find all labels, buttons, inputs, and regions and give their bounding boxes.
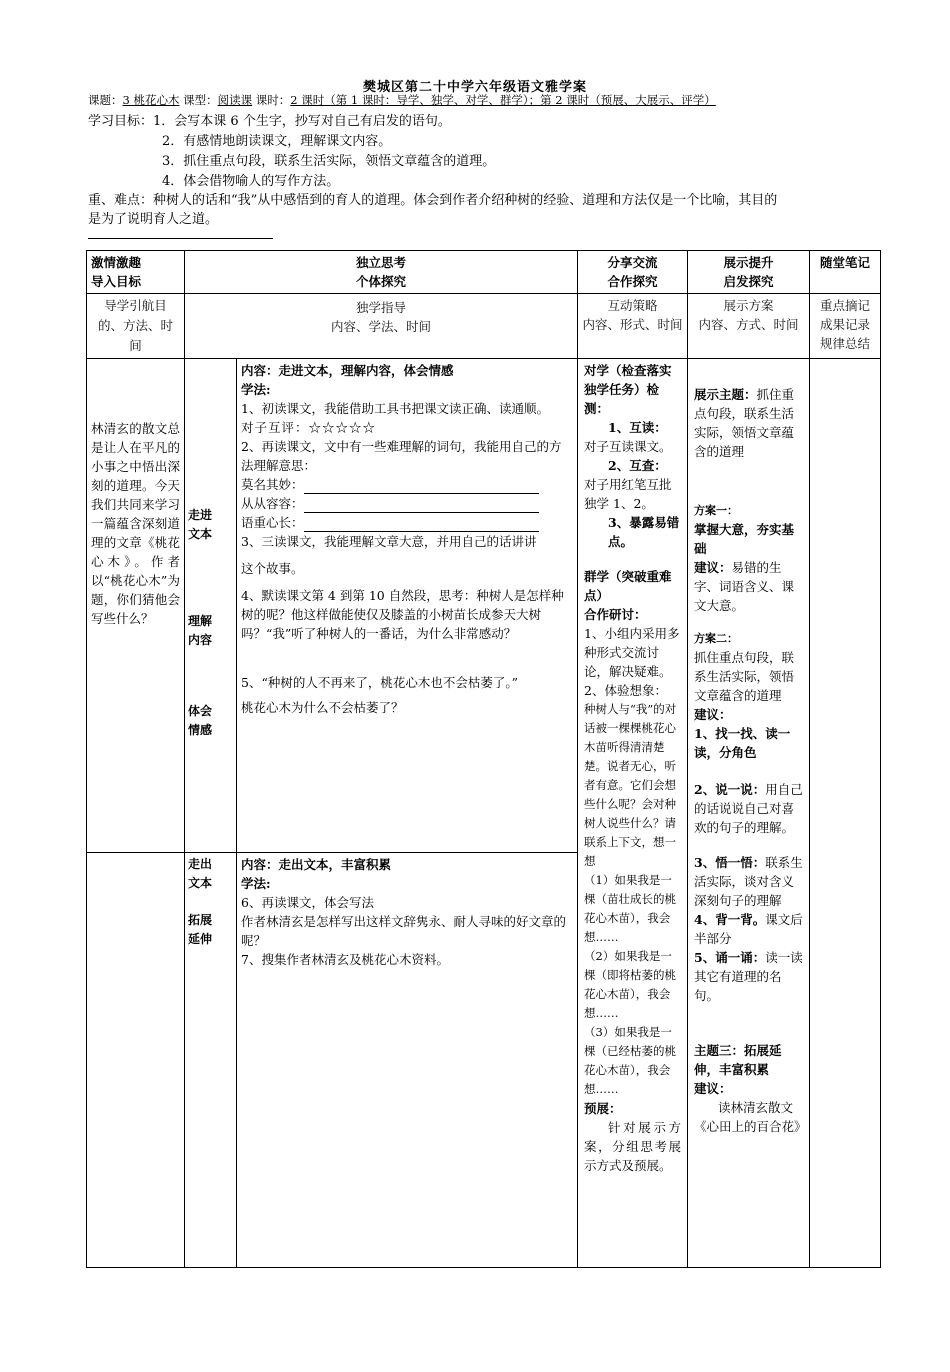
group-item: 1、小组内采用多种形式交流讨论，解决疑难。 <box>584 626 680 679</box>
period-value: 2 课时（第 1 课时：导学、独学、对学、群学）；第 2 课时（预展、大展示、评学） <box>290 93 716 107</box>
pair-title: 对学（检查落实独学任务）检测： <box>584 363 672 416</box>
step-5-cont: 桃花心木为什么不会枯萎了？ <box>241 700 404 715</box>
goal-item: 3．抓住重点句段，联系生活实际，领悟文章蕴含的道理。 <box>162 154 496 169</box>
subheader-col4: 展示方案 内容、方式、时间 <box>688 294 810 359</box>
plan1-sugg: 建议：易错的生字、词语含义、课文大意。 <box>694 560 795 613</box>
subheader-col2: 独学指导 内容、学法、时间 <box>185 294 578 359</box>
theme-block <box>694 385 803 461</box>
word-row: 语重心长： <box>241 513 573 532</box>
subheader-row <box>87 294 881 359</box>
blank-line <box>304 499 539 513</box>
method-label: 学法: <box>241 382 271 397</box>
group-item: 2、体验想象： <box>584 683 667 698</box>
step-7: 7、搜集作者林清玄及桃花心木资料。 <box>241 952 449 967</box>
word-row: 莫名其妙： <box>241 475 573 494</box>
pair-errors-label: 3、暴露易错点。 <box>608 515 680 549</box>
blank-line <box>304 518 539 532</box>
theme3-text: 读林清玄散文《心田上的百合花》 <box>694 1100 807 1134</box>
page-title: 樊城区第二十中学六年级语文雅学案 <box>362 80 587 95</box>
plan2-label: 方案二： <box>694 632 739 645</box>
col4-showcase <box>688 359 810 1268</box>
goal-item: 1．会写本课 6 个生字，抄写对自己有启发的语句。 <box>153 114 451 129</box>
label-understand: 理解内容 <box>188 614 213 647</box>
col3-cooperate <box>578 359 688 1268</box>
goals-line-1 <box>88 110 451 129</box>
step-5: 5、“种树的人不再来了，桃花心木也不会枯萎了。” <box>241 675 518 690</box>
label-enter-text: 走进文本 <box>188 508 213 541</box>
method-label: 学法: <box>241 876 271 891</box>
divider <box>88 238 273 239</box>
group-sub: 合作研讨： <box>584 607 647 622</box>
suggestion-item: 1、找一找、读一读，分角色 <box>694 726 791 760</box>
step-3: 3、三读课文，我能理解文章大意，并用自己的话讲讲 <box>241 534 537 549</box>
section1-content <box>237 359 578 853</box>
imagine-item: （3）如果我是一棵（已经枯萎的桃花心木苗），我会想…… <box>584 1025 677 1096</box>
theme-label: 展示主题： <box>694 387 757 402</box>
self-eval: 对子互评：☆☆☆☆☆ <box>241 420 377 435</box>
goal-item: 4．体会借物喻人的写作方法。 <box>162 174 340 189</box>
section1-labels <box>185 359 237 853</box>
step-2: 2、再读课文，文中有一些难理解的词句，我能用自己的方法理解意思： <box>241 439 562 473</box>
step-3-cont: 这个故事。 <box>241 561 304 576</box>
pair-read-text: 对子互读课文。 <box>584 439 672 454</box>
header-col2: 独立思考 个体探究 <box>185 251 578 294</box>
topic-value: 3 桃花心木 <box>122 93 180 107</box>
step-6-cont: 作者林清玄是怎样写出这样文辞隽永、耐人寻味的好文章的呢？ <box>241 914 567 948</box>
section2-title: 内容：走出文本，丰富积累 <box>241 857 392 872</box>
step-6: 6、再读课文，体会写法 <box>241 895 374 910</box>
step-1: 1、初读课文，我能借助工具书把课文读正确、读通顺。 <box>241 401 549 416</box>
suggestion-item: 3、悟一悟：联系生活实际，谈对含义深刻句子的理解 <box>694 855 803 908</box>
plan1-title: 掌握大意，夯实基础 <box>694 522 795 556</box>
goals-label: 学习目标： <box>88 114 154 129</box>
header-col4: 展示提升 启发探究 <box>688 251 810 294</box>
section2-content <box>237 853 578 1268</box>
section2-empty <box>87 853 185 1268</box>
subheader-col5: 重点摘记 成果记录 规律总结 <box>810 294 881 359</box>
pair-read-label: 1、互读： <box>608 420 667 435</box>
key-points-line: 重、难点：种树人的话和“我”从中感悟到的育人的道理。体会到作者介绍种树的经验、道理和方法仅是一个比喻，其目的 <box>88 193 778 208</box>
type-label: 课型： <box>183 93 218 107</box>
imagine-item: （2）如果我是一棵（即将枯萎的桃花心木苗），我会想…… <box>584 949 677 1020</box>
preview-label: 预展： <box>584 1101 622 1116</box>
plan1-label: 方案一： <box>694 504 739 517</box>
imagine-item: （1）如果我是一棵（苗壮成长的桃花心木苗），我会想…… <box>584 873 677 944</box>
suggestion-item: 2、说一说：用自己的话说说自己对喜欢的句子的理解。 <box>694 782 803 835</box>
theme3-label: 主题三：拓展延伸，丰富积累 <box>694 1043 782 1077</box>
label-extend: 拓展延伸 <box>188 913 213 946</box>
plan2-text: 抓住重点句段，联系生活实际，领悟文章蕴含的道理 <box>694 650 795 703</box>
blank-line <box>304 480 539 494</box>
intro-text: 林清玄的散文总是让人在平凡的小事之中悟出深刻的道理。今天我们共同来学习一篇蕴含深刻道理的文章《桃花心木》。作者以“桃花心木”为题，你们猜他会写些什么？ <box>87 359 185 853</box>
suggestion-item: 4、背一背。课文后半部分 <box>694 912 803 946</box>
label-feel: 体会情感 <box>188 704 213 737</box>
imagine-prompt: 种树人与“我”的对话被一棵棵桃花心木苗听得清清楚楚。说者无心，听者有意。它们会想些什么呢？会对种树人说些什么？请联系上下文，想一想 <box>584 702 677 868</box>
notes-column <box>810 359 881 1268</box>
section2-labels <box>185 853 237 1268</box>
subheader-col3: 互动策略 内容、形式、时间 <box>578 294 688 359</box>
topic-label: 课题： <box>88 93 123 107</box>
header-row <box>87 251 881 294</box>
word-row: 从从容容： <box>241 494 573 513</box>
pair-check-text: 对子用红笔互批独学 1、2。 <box>584 477 672 511</box>
theme3-sugg-label: 建议： <box>694 1081 732 1096</box>
suggestion-item: 5、诵一诵：读一读其它有道理的名句。 <box>694 950 803 1003</box>
lesson-table <box>86 250 881 1268</box>
key-points-line: 是为了说明育人之道。 <box>88 212 219 227</box>
type-value: 阅读课 <box>217 93 253 107</box>
plan2-sugg-label: 建议： <box>694 707 732 722</box>
section1-title: 内容：走进文本，理解内容，体会情感 <box>241 363 454 378</box>
pair-check-label: 2、互查： <box>608 458 667 473</box>
period-label: 课时： <box>255 93 291 107</box>
label-exit-text: 走出文本 <box>188 857 213 890</box>
course-meta <box>88 92 716 108</box>
subheader-col1: 导学引航目的、方法、时间 <box>87 294 185 359</box>
header-col5: 随堂笔记 <box>810 251 881 294</box>
group-title: 群学（突破重难点） <box>584 569 672 603</box>
header-col3: 分享交流 合作探究 <box>578 251 688 294</box>
step-4: 4、默读课文第 4 到第 10 自然段，思考：种树人是怎样种树的呢？他这样做能使仅及膝盖的小树苗长成参天大树吗？“我”听了种树人的一番话，为什么非常感动？ <box>241 588 564 641</box>
header-col1: 激情激趣 导入目标 <box>87 251 185 294</box>
goal-item: 2．有感情地朗读课文，理解课文内容。 <box>162 134 392 149</box>
theme-text: 抓住重点句段，联系生活实际，领悟文章蕴含的道理 <box>694 387 795 459</box>
preview-text: 针对展示方案，分组思考展示方式及预展。 <box>584 1120 682 1173</box>
section1-row <box>87 359 881 853</box>
